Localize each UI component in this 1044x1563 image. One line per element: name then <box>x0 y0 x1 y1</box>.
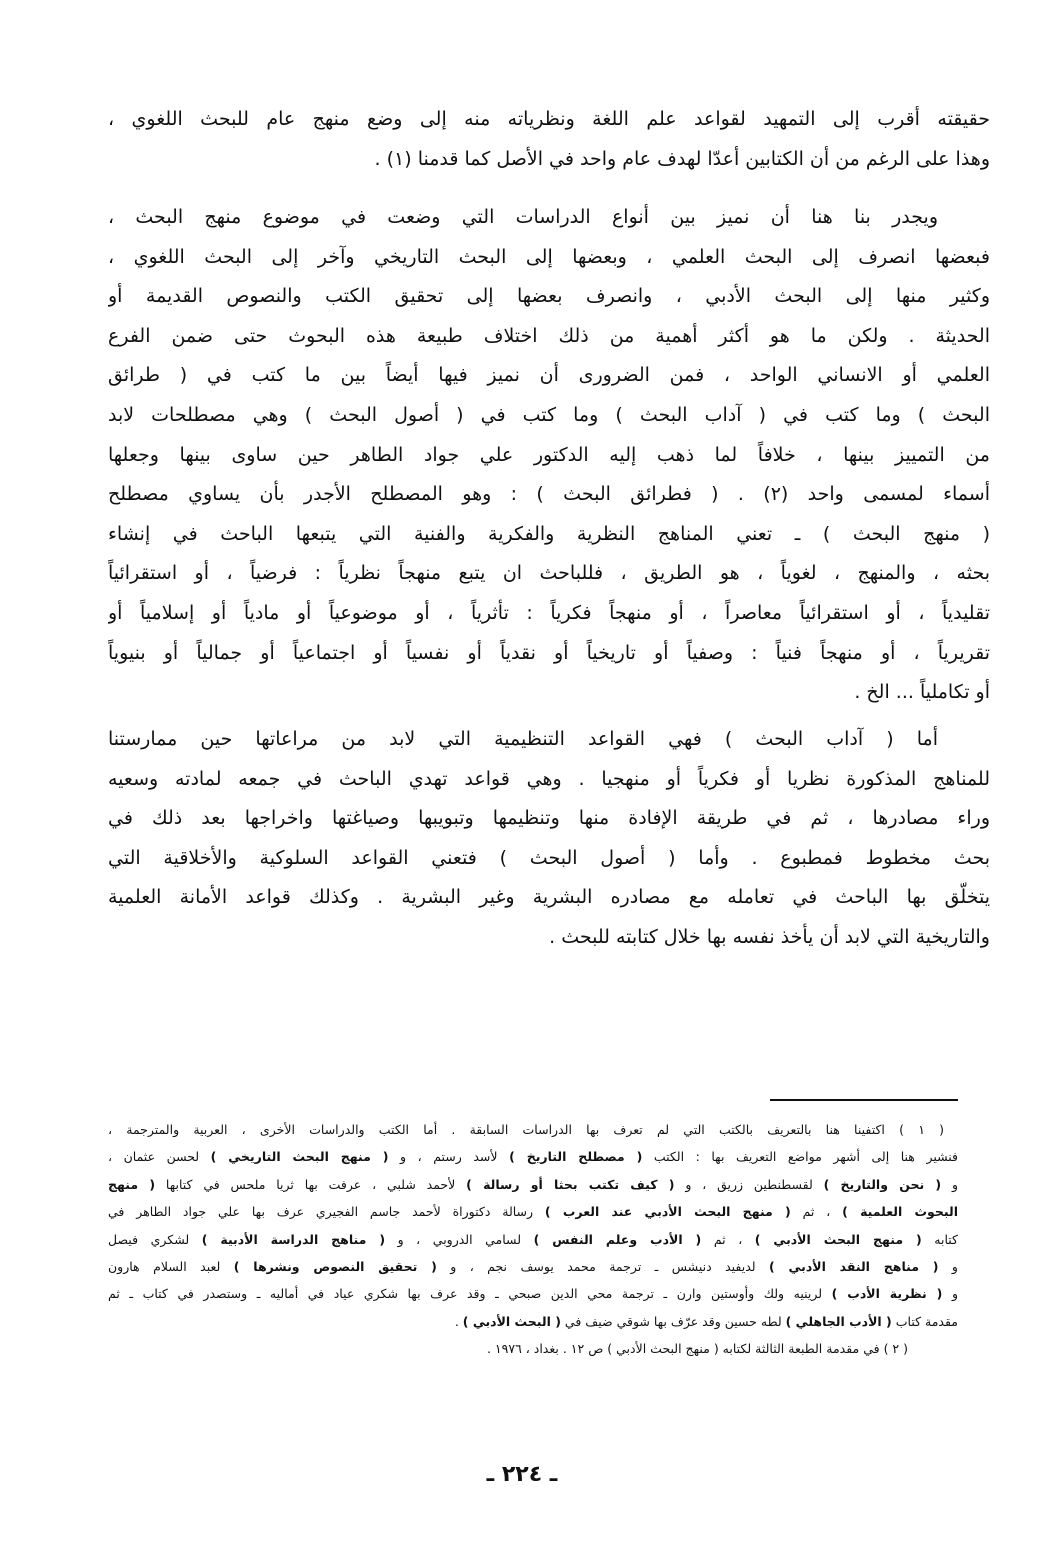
footnote-line <box>108 1253 958 1280</box>
footnote-separator <box>770 1099 958 1101</box>
text-line: بحثه ، والمنهج ، لغوياً ، هو الطريق ، فللباحث ان يتبع منهجاً نظرياً : فرضياً ، أو استقرائياً <box>108 562 990 585</box>
book-title: ( منهج البحث الأدبي ) <box>754 1231 922 1247</box>
text-line: العلمي أو الانساني الواحد ، فمن الضرورى أن نميز فيها أيضاً بين ما كتب في ( طرائق <box>108 364 990 387</box>
footnote-text: كتابه <box>921 1231 958 1247</box>
footnote-line <box>108 1280 958 1307</box>
footnote-text: لعبد السلام هارون <box>108 1258 234 1274</box>
footnote-text: لرينيه ولك وأوستين وارن ـ ترجمة محي الدين صبحي ـ وقد عرف بها شكري عياد في أماليه ـ وستصدر في كتاب ـ ثم <box>108 1286 832 1302</box>
text-line: أسماء لمسمى واحد (٢) . ( فطرائق البحث ) : وهو المصطلح الأجدر بأن يساوي مصطلح <box>108 483 990 506</box>
text-line: وراء مصادرها ، ثم في طريقة الإفادة منها وتنظيمها وتبويبها وصياغتها واخراجها بعد ذلك في <box>108 807 990 830</box>
footnote-line <box>108 1143 958 1170</box>
footnotes <box>108 1116 958 1363</box>
book-title: ( نظرية الأدب ) <box>831 1286 943 1302</box>
footnote-text: ، ثم <box>790 1204 843 1220</box>
footnote-text: لطه حسين وقد عرّف بها شوقي ضيف في <box>560 1313 786 1329</box>
text-line: يتخلّق بها الباحث في تعامله مع مصادره البشرية وغير البشرية . وكذلك قواعد الأمانة العلمية <box>108 886 990 909</box>
footnote-line <box>108 1116 958 1143</box>
footnote-line <box>108 1308 958 1335</box>
footnote-text: . <box>454 1313 463 1329</box>
book-title: ( مناهج النقد الأدبي ) <box>769 1258 939 1274</box>
page-number: ـ ٢٢٤ ـ <box>486 1462 558 1487</box>
footnote-text: ، ثم <box>701 1231 755 1247</box>
footnote-line <box>108 1335 958 1362</box>
text-line: أو تكاملياً ... الخ . <box>854 681 990 704</box>
footnote-text: مقدمة كتاب <box>891 1313 958 1329</box>
footnote-text: لحسن عثمان ، <box>108 1149 211 1165</box>
book-title: ( البحث الأدبي ) <box>462 1313 561 1329</box>
text-line: أما ( آداب البحث ) فهي القواعد التنظيمية التي لابد من مراعاتها حين ممارستنا <box>108 728 938 750</box>
book-title: ( نحن والتاريخ ) <box>823 1176 942 1192</box>
book-title: ( كيف تكتب بحثا أو رسالة ) <box>466 1176 675 1192</box>
footnote-text: فنشير هنا إلى أشهر مواضع التعريف بها : الكتب <box>642 1149 958 1165</box>
book-title: ( مناهج الدراسة الأدبية ) <box>201 1231 386 1247</box>
text-line: تقليدياً ، أو استقرائياً معاصراً ، أو منهجاً فكرياً : تأثرياً ، أو موضوعياً أو مادياً أو إسلامياً أو <box>108 601 990 624</box>
book-title: ( مصطلح التاريخ ) <box>509 1149 643 1165</box>
paragraph-3 <box>108 720 990 958</box>
footnote-text: و <box>942 1286 958 1302</box>
text-line: بحث مخطوط فمطبوع . وأما ( أصول البحث ) فتعني القواعد السلوكية والأخلاقية التي <box>108 846 990 869</box>
footnote-line <box>108 1198 958 1225</box>
footnote-text: لأحمد شلبي ، عرفت بها ثريا ملحس في كتابها <box>155 1176 467 1192</box>
text-line: حقيقته أقرب إلى التمهيد لقواعد علم اللغة ونظرياته منه إلى وضع منهج عام للبحث اللغوي ، <box>108 108 990 130</box>
text-line: البحث ) وما كتب في ( آداب البحث ) وما كتب في ( أصول البحث ) وهي مصطلحات لابد <box>108 403 990 426</box>
footnote-line <box>108 1171 958 1198</box>
text-line: ( منهج البحث ) ـ تعني المناهج النظرية والفكرية والفنية التي يتبعها الباحث في إنشاء <box>108 522 990 545</box>
text-line: وهذا على الرغم من أن الكتابين أعدّا لهدف عام واحد في الأصل كما قدمنا (١) . <box>374 147 990 170</box>
text-line: وكثير منها إلى البحث الأدبي ، وانصرف بعضها إلى تحقيق الكتب والنصوص القديمة أو <box>108 285 990 308</box>
book-title: البحوث العلمية ) <box>842 1204 958 1220</box>
paragraph-1 <box>108 100 990 179</box>
footnote-line <box>108 1226 958 1253</box>
text-line: تقريرياً ، أو منهجاً فنياً : وصفياً أو تاريخياً أو نقدياً أو نفسياً أو اجتماعياً أو جمالياً أو بنيوياً <box>108 641 990 664</box>
text-line: فبعضها انصرف إلى البحث العلمي ، وبعضها إلى البحث التاريخي وآخر إلى البحث اللغوي ، <box>108 245 990 268</box>
footnote-text: لقسطنطين زريق ، و <box>674 1176 824 1192</box>
footnote-text: لسامي الدروبي ، و <box>385 1231 534 1247</box>
footnote-text: ( ١ ) اكتفينا هنا بالتعريف بالكتب التي لم تعرف بها الدراسات السابقة . أما الكتب والدراسات الأخرى ، العربية والمترجمة ، <box>108 1122 944 1137</box>
footnote-text: لديفيد دنيشس ـ ترجمة محمد يوسف نجم ، و <box>436 1258 769 1274</box>
text-line: للمناهج المذكورة نظريا أو فكرياً أو منهجيا . وهي قواعد تهدي الباحث في جمعه لمادته وسعيه <box>108 767 990 790</box>
book-title: ( تحقيق النصوص ونشرها ) <box>233 1258 437 1274</box>
footnote-text: رسالة دكتوراة لأحمد جاسم الفجيري عرف بها علي جواد الطاهر في <box>108 1204 545 1220</box>
text-line: من التمييز بينها ، خلافاً لما ذهب إليه الدكتور علي جواد الطاهر حين ساوى بينها وجعلها <box>108 443 990 466</box>
book-title: ( الأدب الجاهلي ) <box>785 1313 892 1329</box>
paragraph-2 <box>108 198 990 713</box>
book-title: ( منهج <box>108 1176 156 1192</box>
footnote-text: لشكري فيصل <box>108 1231 202 1247</box>
text-line: ويجدر بنا هنا أن نميز بين أنواع الدراسات التي وضعت في موضوع منهج البحث ، <box>108 206 938 228</box>
book-title: ( الأدب وعلم النفس ) <box>533 1231 702 1247</box>
text-line: الحديثة . ولكن ما هو أكثر أهمية من ذلك اختلاف طبيعة هذه البحوث حتى ضمن الفرع <box>108 324 990 347</box>
footnote-text: و <box>938 1258 958 1274</box>
text-line: والتاريخية التي لابد أن يأخذ نفسه بها خلال كتابته للبحث . <box>549 925 990 948</box>
book-title: ( منهج البحث التاريخي ) <box>210 1149 389 1165</box>
footnote-text: و <box>941 1176 958 1192</box>
footnote-text: ( ٢ ) في مقدمة الطبعة الثالثة لكتابه ( منهج البحث الأدبي ) ص ١٢ . بغداد ، ١٩٧٦ . <box>486 1341 908 1357</box>
footnote-text: لأسد رستم ، و <box>388 1149 510 1165</box>
book-title: ( منهج البحث الأدبي عند العرب ) <box>544 1204 791 1220</box>
